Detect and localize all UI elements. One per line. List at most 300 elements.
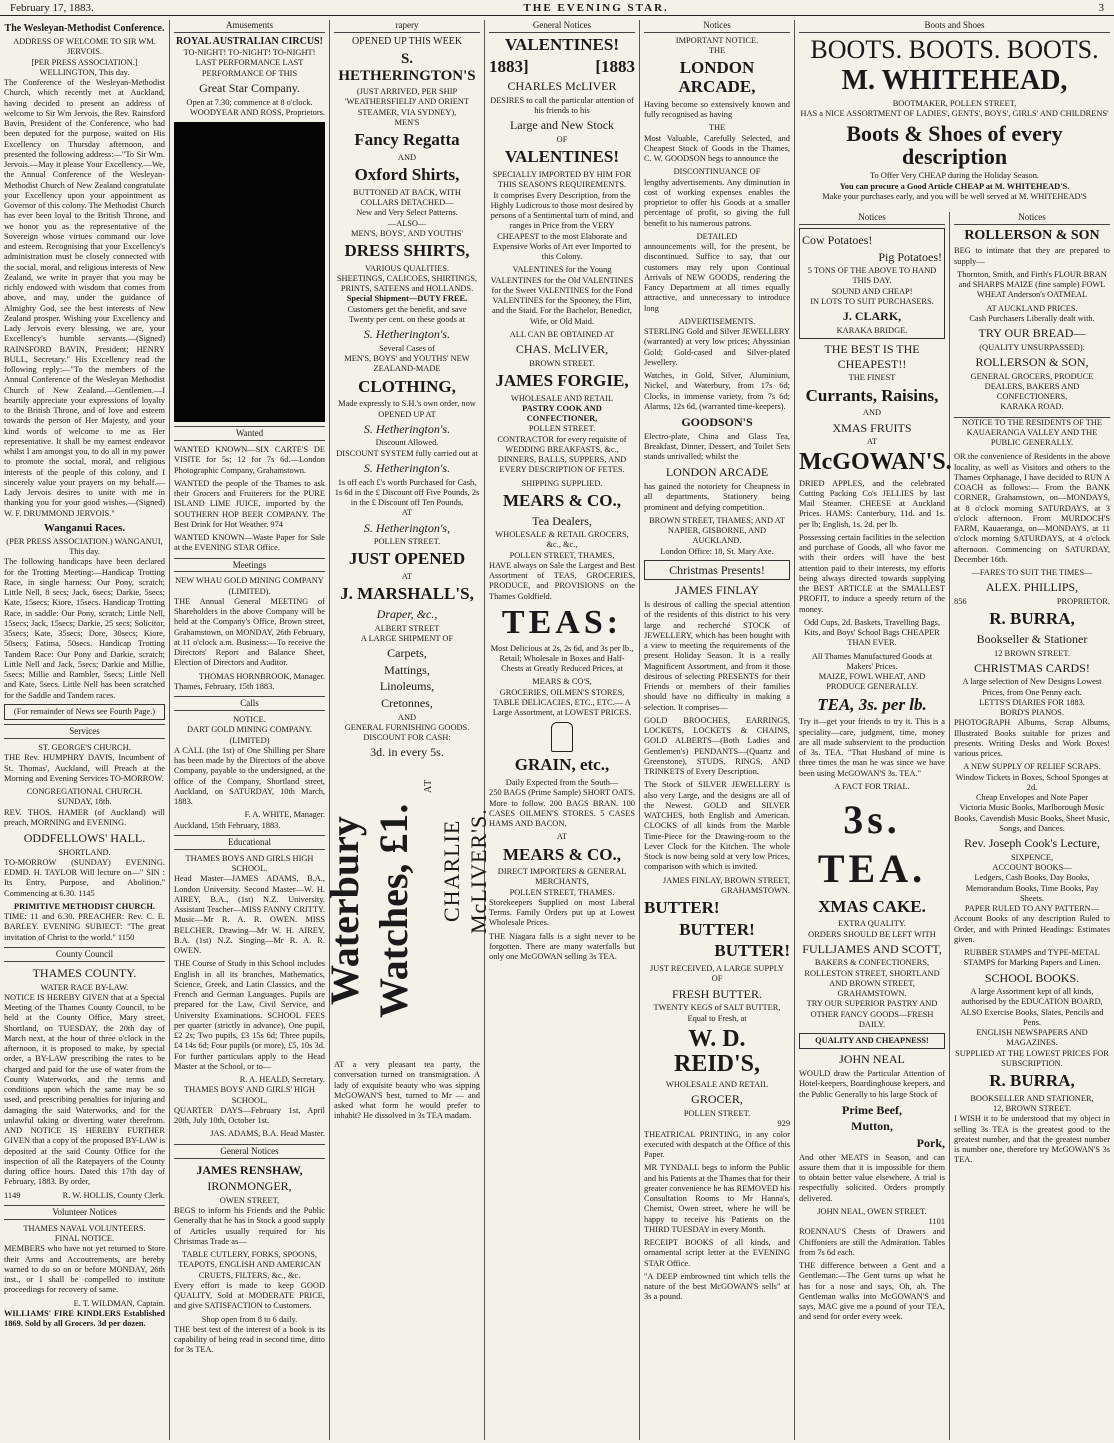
school-books-notice: A large Assortment kept of all kinds, authorised by the EDUCATION BOARD, ALSO Exercise Books, Slates, Pencils and Pens. xyxy=(960,987,1104,1027)
at-label-4: AT xyxy=(866,437,878,447)
auckland-prices: AT AUCKLAND PRICES. xyxy=(986,303,1078,313)
reid-name: W. D. REID'S, xyxy=(673,1025,761,1077)
neal-signature: JOHN NEAL, OWEN STREET. xyxy=(817,1206,927,1216)
educational-heading: Educational xyxy=(174,835,325,850)
waterbury-at: AT xyxy=(422,778,434,794)
notice-title: NOTICE. xyxy=(233,715,266,725)
county-subtitle: WATER RACE BY-LAW. xyxy=(40,982,129,992)
renshaw-trade: IRONMONGER, xyxy=(207,1179,292,1194)
try-bread: TRY OUR BREAD— xyxy=(978,326,1086,341)
fresh-butter: FRESH BUTTER. xyxy=(671,986,762,1001)
wesleyan-source: [PER PRESS ASSOCIATION.] WELLINGTON, This day. xyxy=(31,57,138,77)
oddfellows-title: ODDFELLOWS' HALL. xyxy=(23,831,146,846)
thames-goods: All Thames Manufactured Goods at Makers' Prices. xyxy=(811,651,933,671)
stgeorge-title: ST. GEORGE'S CHURCH. xyxy=(38,743,131,753)
relief-scraps: A NEW SUPPLY OF RELIEF SCRAPS. xyxy=(963,762,1101,772)
school-course: THE Course of Study in this School includes English in all its branches, Mathematics, Science, Greek, and Latin Classics, and the French and German Languages. Pupils are prepared for the Law, Civil Service, and University Examinations. SCHOOL FEES per quarter (strictly in advance), One pupil, £2 2s; Two pupils, £3 15s 6d; Three pupils, £4 14s 6d; Four pupils (or more), £5, 10s 3d. For further particulars apply to the Head Master at the School, or to— xyxy=(174,959,325,1071)
county-notice: NOTICE IS HEREBY GIVEN that at a Special Meeting of the Thames County Council, to be held at the County Office, Mary street, Shortland, on TUESDAY, the 20th day of March next, at the hour of three o'clock in the afternoon, it is proposed to make, by special order, a BY-LAW prescribing the rates to be charged and paid for the use of water from the County Waterworks, and the terms and conditions upon which the same may be so used, and prescribing penalties for injuring and damaging the said Waterworks, and for the unlawful taking or diverting water therefrom. AND NOTICE IS HEREBY FURTHER GIVEN that a copy of the proposed BY-LAW is deposited at the said County Office for the inspection of all the Ratepayers of the County during office hours. Dated this 17th day of February, 1883. By order, xyxy=(4,992,165,1187)
circus-performance: LAST PERFORMANCE LAST PERFORMANCE OF THIS xyxy=(195,58,304,78)
announcements: announcements will, for the present, be discontinued. Suffice to say, that our customers may rely upon Continual Arrivals of NEW GOODS, rendering the Fancy Department at all times equally attractive, and unnecessary to introduce long xyxy=(644,242,790,313)
special-shipment: Special Shipment—DUTY FREE. xyxy=(346,294,468,304)
dart-signature: F. A. WHITE, Manager. xyxy=(244,810,325,820)
tyndall-notice: MR TYNDALL begs to inform the Public and his Patients at the Thames that for their greater convenience he has REMOVED his Consultation Rooms to Mr Hanna's, Chemist, Owen street, where he will be happy to receive his Patients on the THIRD TUESDAY in every Month. xyxy=(644,1163,790,1234)
whitehead-name: M. WHITEHEAD, xyxy=(841,65,1068,97)
mears-grocers: WHOLESALE & RETAIL GROCERS, &c., &c., xyxy=(495,530,629,550)
hetherington-3: S. Hetherington's. xyxy=(363,421,451,436)
finlay-notice: Is desirous of calling the special attention of the residents of this district to his very large and recherché STOCK of JEWELLERY, which has been bought with a view to meeting the requirements of the present Holiday Season. It is a really Magnificent Assortment, and from it those desirous of selecting PRESENTS for their Friends or members of their families should have no difficulty in making a selection. It comprises— xyxy=(644,600,790,712)
sixpence: SIXPENCE, xyxy=(1010,852,1054,862)
general-notices-heading: General Notices xyxy=(174,1144,325,1159)
mens-label: MEN'S xyxy=(394,117,420,127)
paper-title: THE EVENING STAR. xyxy=(523,1,669,14)
calls-heading: Calls xyxy=(174,696,325,711)
pork: Pork, xyxy=(916,1136,945,1151)
column-amusements xyxy=(170,20,330,1440)
xmas-fruits: XMAS FRUITS xyxy=(832,420,912,435)
fares: —FARES TO SUIT THE TIMES— xyxy=(971,568,1093,578)
neal-notice: WOULD draw the Particular Attention of Hotel-keepers, Boardinghouse keepers, and the Public Generally to his large Stock of xyxy=(799,1069,945,1099)
sterling: STERLING Gold and Silver JEWELLERY (warranted) at very low prices; Abyssinian Gold; Gold-cased and Silver-plated Jewellery. xyxy=(644,327,790,367)
butter-3: BUTTER! xyxy=(714,941,790,961)
possessing: Possessing certain facilities in the selection and purchase of Goods, all who favor me with their orders will have the best attention paid to their interests, my efforts being always directed towards supplying the BEST ARTICLE at the SMALLEST PROFIT, to induce a speedy return of the money. xyxy=(799,532,945,614)
superior-pastry: TRY OUR SUPERIOR PASTRY AND OTHER FANCY GOODS—FRESH DAILY. xyxy=(806,999,938,1029)
remainder-note: (For remainder of News see Fourth Page.) xyxy=(4,704,165,720)
cow-potatoes: Cow Potatoes! xyxy=(802,232,873,247)
music-books: Victoria Music Books, Marlborough Music Books, Cavendish Music Books, Sheet Music, Songs, and Dances. xyxy=(954,803,1110,833)
storekeepers: Storekeepers Supplied on most Liberal Terms. Family Orders put up at Lowest Wholesale Prices. xyxy=(489,897,635,928)
oddfellows-notice: TO-MORROW (SUNDAY) EVENING. EDMD. H. TAYLOR Will lecture on—" SIN : Its Entry, Purpose, and Abolition." Commencing at 6.30. 1145 xyxy=(4,857,165,898)
circus-title: ROYAL AUSTRALIAN CIRCUS! xyxy=(176,35,323,47)
whau-title: NEW WHAU GOLD MINING COMPANY (LIMITED). xyxy=(175,576,324,596)
renshaw-items: TABLE CUTLERY, FORKS, SPOONS, TEAPOTS, ENGLISH AND AMERICAN CRUETS, FILTERS, &c., &c. xyxy=(178,1250,321,1280)
column-notices xyxy=(640,20,795,1440)
xmas-cake: XMAS CAKE. xyxy=(818,896,926,916)
whitehead-assortment: HAS a NICE ASSORTMENT OF LADIES', GENTS', BOYS', GIRLS' AND CHILDRENS' xyxy=(800,108,1109,118)
col3-bottom-note: AT a very pleasant tea party, the conversation turned on transmigration. A lady of exquisite beauty who was sipping McGOWAN'S best, turned to Mr — and asked what form he would prefer to inhabit? He dissolved in 3s TEA madam. xyxy=(334,1060,480,1121)
extra-quality: EXTRA QUALITY. xyxy=(838,919,906,929)
services-heading: Services xyxy=(4,724,165,739)
mens-boys-label: MEN'S, BOYS', AND YOUTHS' xyxy=(351,228,463,238)
flour-list: Thornton, Smith, and Firth's FLOUR BRAN and SHARPS MAIZE (fine sample) FOWL WHEAT Anderson's OATMEAL xyxy=(957,269,1107,300)
london-arcade-2: LONDON ARCADE xyxy=(665,465,769,480)
dart-title: DART GOLD MINING COMPANY. (LIMITED) xyxy=(187,725,312,745)
and-label-2: AND xyxy=(397,712,417,722)
butter-1: BUTTER! xyxy=(644,898,720,918)
renshaw-address: OWEN STREET, xyxy=(219,1195,280,1205)
burra-name: R. BURRA, xyxy=(989,609,1075,629)
made-expressly: Made expressly to S.H.'s own order, now OPENED UP AT xyxy=(338,399,476,419)
teas-prices: Most Delicious at 2s, 2s 6d, and 3s per lb., Retail; Wholesale in Boxes and Half-Chests at Greatly Reduced Prices, at xyxy=(490,643,634,674)
congregational-date: SUNDAY, 18th. xyxy=(57,797,112,807)
odd-cups: Odd Cups, 2d. Baskets, Travelling Bags, Kits, and Boys' School Bags CHEAPER THAN EVER. xyxy=(803,617,941,648)
electro-plate: Electro-plate, China and Glass Tea, Breakfast, Dinner, Dessert, and Toilet Sets stands unrivalled; whilst the xyxy=(644,431,790,462)
bakers: BAKERS & CONFECTIONERS, xyxy=(814,958,930,968)
wanted-heading: Wanted xyxy=(174,426,325,441)
mears-cos: MEARS & CO'S, xyxy=(532,677,592,687)
redacted-block xyxy=(174,122,325,422)
issue-date: February 17, 1883. xyxy=(10,1,94,14)
burra-address-2: 12, BROWN STREET. xyxy=(992,1104,1071,1114)
williams-kindlers-ad: WILLIAMS' FIRE KINDLERS Established 1869. Sold by all Grocers. 3d per dozen. xyxy=(4,1308,165,1328)
col4-bottom-note: THE Niagara falls is a sight never to be forgotten. There are many waterfalls but only one McGOWAN selling 3s TEA. xyxy=(489,931,635,962)
valentines-list: VALENTINES for the Young VALENTINES for the Old VALENTINES for the Sweet VALENTINES for the Fond VALENTINES for the Spooney, the Flirt, and the Staid. For the Bachelor, Benedict, Wife, or Old Maid. xyxy=(490,265,634,326)
waterbury-watches: Waterbury Watches, £1. xyxy=(322,803,417,1019)
rollerson-notice: BEG to intimate that they are prepared to supply— xyxy=(954,246,1110,266)
of-label: OF xyxy=(556,135,568,145)
renshaw-name: JAMES RENSHAW, xyxy=(196,1162,303,1177)
general-furnishing: GENERAL FURNISHING GOODS. xyxy=(344,722,470,732)
carpets: Carpets, xyxy=(387,646,427,661)
london-office: London Office: 18, St. Mary Axe. xyxy=(660,546,774,556)
rollerson-son-2: ROLLERSON & SON, xyxy=(975,354,1089,369)
mears-notice: HAVE always on Sale the Largest and Best Assortment of TEAS, GROCERIES, PRODUCE, and PROVISIONS on the Thames Goldfield. xyxy=(489,560,635,601)
important-notice: IMPORTANT NOTICE. xyxy=(675,35,759,45)
fulljames-scott: FULLJAMES AND SCOTT, xyxy=(802,941,942,956)
rubber-stamps: RUBBER STAMPS and TYPE-METAL STAMPS for Marking Papers and Linen. xyxy=(963,948,1101,968)
maize: MAIZE, FOWL WHEAT, AND PRODUCE GENERALLY. xyxy=(818,672,926,692)
joseph-cook: Rev. Joseph Cook's Lecture, xyxy=(964,836,1100,851)
dart-notice: A CALL (the 1st) of One Shilling per Share has been made by the Directors of the above Company, payable to the undersigned, at the office of the Company, Shortland street, Auckland, on SATURDAY, 10th March, 1883. xyxy=(174,745,325,807)
mutton: Mutton, xyxy=(851,1119,893,1134)
school-title: THAMES BOYS AND GIRLS HIGH SCHOOL. xyxy=(185,853,314,874)
pointing-hand-icon xyxy=(551,722,573,752)
col7-bottom-note: I WISH it to be understood that my object in selling 3s TEA is the greatest good to the greatest number, and that the greatest number is number one, therefore try McGOWAN'S 3s TEA. xyxy=(954,1114,1110,1165)
year-right: [1883 xyxy=(595,56,635,76)
col5-bottom-note: "A DEEP embrowned tint which tells the nature of the best McGOWAN'S sells" at 3s a pound. xyxy=(644,1271,790,1302)
unsurpassed: (QUALITY UNSURPASSED). xyxy=(979,342,1085,352)
county-number: 1149 xyxy=(4,1190,21,1200)
reid-number: 929 xyxy=(777,1119,790,1129)
teas-banner: TEAS: xyxy=(501,603,623,641)
specially-imported: SPECIALLY IMPORTED BY HIM FOR THIS SEASON'S REQUIREMENTS. xyxy=(492,170,632,190)
congregational-title: CONGREGATIONAL CHURCH. xyxy=(26,787,143,797)
circus-company: Great Star Company. xyxy=(199,80,300,95)
burra-bookseller-2: BOOKSELLER AND STATIONER, xyxy=(970,1093,1094,1103)
forgie-contractor: CONTRACTOR for every requisite of WEDDING BREAKFASTS, &c., DINNERS, BALLS, SUPPERS, AND EVERY DESCRIPTION OF FETES. xyxy=(497,434,627,475)
discount-allowed: Discount Allowed. xyxy=(375,438,439,448)
having-become: Having become so extensively known and fully recognised as having xyxy=(644,99,790,120)
circus-times: Open at 7.30; commence at 8 o'clock. xyxy=(186,97,313,107)
mcliver-name: CHARLES McLIVER xyxy=(507,79,617,94)
stgeorge-notice: THE Rev. HUMPHRY DAVIS, Incumbent of St. Thomas', Auckland, will Preach at the Morning and Evening Services TO-MORROW. xyxy=(4,753,165,783)
english-newspapers: ENGLISH NEWSPAPERS AND MAGAZINES. xyxy=(976,1028,1088,1048)
albert-street: ALBERT STREET xyxy=(374,623,440,633)
mears-address-2: POLLEN STREET, THAMES. xyxy=(509,887,615,897)
mcliver-desires: DESIRES to call the particular attention of his friends to his xyxy=(490,95,634,116)
boots-heading: Boots and Shoes xyxy=(799,20,1110,33)
whitehead-procure: You can procure a Good Article CHEAP at M. WHITEHEAD'S. xyxy=(839,181,1070,191)
finlay-signature: JAMES FINLAY, BROWN STREET, GRAHAMSTOWN. xyxy=(662,875,790,895)
masthead xyxy=(0,0,1114,16)
school-staff: Head Master—JAMES ADAMS, B.A., London University. Second Master—W. H. AIREY, B.A., (1st) N.Z. University. Assistant Teacher—MISS FANNY CRITTY. Music—Mr R. A. R. OWEN. MISS BELCHER. Drawing—Mr W. H. AIREY, B.A. (1st) N.Z. Singing—Mr R. A. R. OWEN. xyxy=(174,874,325,956)
currants-raisins: Currants, Raisins, xyxy=(805,385,939,405)
brown-street: BROWN STREET. xyxy=(529,358,595,368)
mattings: Mattings, xyxy=(384,662,430,677)
chas-mcliver: CHAS. McLIVER, xyxy=(515,342,609,357)
fancy-regatta: Fancy Regatta xyxy=(354,130,460,150)
dried-apples: DRIED APPLES, and the celebrated Cutting Packing Co's JELLIES by last Mail Steamer. CHEESE at Auckland Prices. HAMS: Canterbury, 11d. and 1s. per lb; English, 1s. 2d. per lb. xyxy=(799,478,945,529)
neal-number: 1101 xyxy=(928,1217,945,1227)
congregational-notice: REV. THOS. HAMER (of Auckland) will preach, MORNING and EVENING. xyxy=(4,807,165,827)
mears-tea-dealers: Tea Dealers, xyxy=(532,513,592,528)
photograph-albums: PHOTOGRAPH Albums, Scrap Albums, Illustrated Books suitable for prizes and presents. Writing Desks and Work Boxes! various prices. xyxy=(954,718,1110,759)
burra-name-2: R. BURRA, xyxy=(989,1071,1075,1091)
the-finest: THE FINEST xyxy=(848,373,896,383)
new-patterns: New and Very Select Patterns. xyxy=(356,208,458,218)
tea-3s: TEA, 3s. per lb. xyxy=(817,694,927,714)
hetherington-5: S. Hetherington's, xyxy=(363,520,451,535)
rollerson-general: GENERAL GROCERS, PRODUCE DEALERS, BAKERS AND CONFECTIONERS, xyxy=(970,371,1094,402)
renshaw-notice: BEGS to inform his Friends and the Public Generally that he has in Stock a good supply of Articles usually required for his Christmas Trade as— xyxy=(174,1206,325,1246)
hetherington-title: S. HETHERINGTON'S xyxy=(338,51,476,84)
mears-address: POLLEN STREET, THAMES, xyxy=(509,550,615,560)
cash-purchasers: Cash Purchasers Liberally dealt with. xyxy=(969,313,1095,323)
grain-list: 250 BAGS (Prime Sample) SHORT OATS. More to follow. 200 BAGS BRAN. 100 CASES OILMEN'S STORES. 5 CASES HAMS AND BACON, xyxy=(489,788,635,829)
at-label-2: AT xyxy=(401,572,413,582)
county-title: THAMES COUNTY. xyxy=(32,965,137,980)
column-general-notices xyxy=(485,20,640,1440)
hetherington-4: S. Hetherington's. xyxy=(363,460,451,475)
receipt-books: RECEIPT BOOKS of all kinds, and ornamental script letter at the EVENING STAR Office. xyxy=(644,1238,790,1268)
supplied: SUPPLIED AT THE LOWEST PRICES FOR SUBSCRIPTION. xyxy=(955,1048,1109,1068)
wanganui-headline: Wanganui Races. xyxy=(43,521,126,534)
valentines-banner: VALENTINES! xyxy=(504,34,619,54)
primitive-notice: TIME: 11 and 6.30. PREACHER: Rev. C. E. BARLEY. EVENING SUBJECT: "The great invitation of Christ to the world." 1150 xyxy=(4,912,165,942)
page-number: 3 xyxy=(1098,1,1104,14)
whau-signature: THOMAS HORNBROOK, Manager. xyxy=(198,671,325,681)
discount-rate: 3d. in every 5s. xyxy=(370,745,444,760)
whitehead-make: Make your purchases early, and you will be well served at M. WHITEHEAD'S xyxy=(822,191,1087,201)
volunteer-heading: Volunteer Notices xyxy=(4,1205,165,1220)
twenty-kegs: TWENTY KEGS of SALT BUTTER, Equal to Fresh, at xyxy=(653,1003,781,1023)
draper: Draper, &c., xyxy=(376,607,438,622)
renshaw-quality: Every effort is made to keep GOOD QUALITY, Sold at MODERATE PRICE, and give SATISFACTION to Customers. xyxy=(174,1280,325,1311)
naval-title: THAMES NAVAL VOLUNTEERS. xyxy=(23,1223,146,1233)
buttoned-desc: BUTTONED AT BACK, WITH COLLARS DETACHED— xyxy=(353,187,461,208)
kauaeranga-title: NOTICE TO THE RESIDENTS OF THE KAUAERANGA VALLEY AND THE PUBLIC GENERALLY. xyxy=(954,417,1110,449)
notoriety: has gained the notoriety for Cheapness in all departments, Stationery being prominent and defying competition. xyxy=(644,482,790,512)
customers-save: Customers get the benefit, and save Twenty per cent. on these goods at xyxy=(347,304,467,324)
forgie-pastry: PASTRY COOK AND CONFECTIONER, xyxy=(522,403,602,424)
london-arcade: LONDON ARCADE, xyxy=(678,58,756,97)
burra-address: 12 BROWN STREET. xyxy=(994,648,1070,658)
sound-cheap: SOUND AND CHEAP! xyxy=(831,286,913,296)
quality-cheapness: QUALITY AND CHEAPNESS! xyxy=(799,1033,945,1049)
amusements-heading: Amusements xyxy=(174,20,325,33)
quarter-title: THAMES BOYS' AND GIRLS' HIGH SCHOOL. xyxy=(184,1085,315,1105)
sheetings: SHEETINGS, CALICOES, SHIRTINGS, PRINTS, SATEENS and HOLLANDS. xyxy=(336,273,478,294)
notices-heading-2: Notices xyxy=(799,212,945,225)
phillips-proprietor: PROPRIETOR. xyxy=(1056,596,1110,606)
christmas-presents: Christmas Presents! xyxy=(644,560,790,581)
finlay-name: JAMES FINLAY xyxy=(675,583,759,598)
most-valuable: Most Valuable, Carefully Selected, and Cheapest Stock of Goods in the Thames, C. W. GOODSON begs to announce the xyxy=(644,133,790,164)
valentines-2: VALENTINES! xyxy=(504,147,619,167)
drapery-heading: rapery xyxy=(334,20,480,33)
nz-made: MEN'S, BOYS' and YOUTHS' NEW ZEALAND-MADE xyxy=(344,354,470,374)
detailed: DETAILED xyxy=(696,231,738,241)
boots-banner: BOOTS. BOOTS. BOOTS. xyxy=(810,34,1099,64)
large-new-stock: Large and New Stock xyxy=(509,118,615,133)
circus-proprietors: WOODYEAR AND ROSS, Proprietors. xyxy=(189,107,325,117)
col2-bottom-note: THE best test of the interest of a book is its capability of being read in second time, ditto for 3s TEA. xyxy=(174,1324,325,1355)
at-label-3: AT xyxy=(556,832,568,842)
dart-date: Auckland, 15th February, 1883. xyxy=(174,820,281,830)
several-cases: Several Cases of xyxy=(379,343,435,353)
column-news xyxy=(0,20,170,1440)
col6-bottom-note: THE difference between a Gent and a Gentleman:—The Gent turns up what he has for a nose and says, Oh, ah. The Gentleman walks into McGOWAN'S and says, MAC give me a pound of your TEA, and send for order every week. xyxy=(799,1261,945,1322)
just-received: JUST RECEIVED, A LARGE SUPPLY OF xyxy=(649,964,785,984)
five-tons: 5 TONS OF THE ABOVE TO HAND THIS DAY. xyxy=(807,266,937,286)
karaka-bridge: KARAKA BRIDGE. xyxy=(836,325,908,335)
obtained-at: ALL CAN BE OBTAINED AT xyxy=(509,329,615,339)
column-notices-2 xyxy=(795,212,950,1440)
and-label-4: AND xyxy=(862,408,882,418)
arcade-address: BROWN STREET, THAMES; AND AT NAPIER, GISBORNE, AND AUCKLAND. xyxy=(649,515,785,546)
reid-wholesale: WHOLESALE AND RETAIL xyxy=(665,1080,769,1090)
linoleums: Linoleums, xyxy=(379,679,435,694)
best-cheapest: THE BEST IS THE CHEAPEST!! xyxy=(824,342,920,371)
hetherington-2: S. Hetherington's. xyxy=(363,327,451,342)
clark-name: J. CLARK, xyxy=(842,309,902,324)
various-qualities: VARIOUS QUALITIES. xyxy=(364,263,450,273)
wesleyan-headline: The Wesleyan-Methodist Conference. xyxy=(4,23,165,34)
hetherington-arrival: (JUST ARRIVED, PER SHIP 'WEATHERSFIELD' AND ORIENT STEAMER, VIA SYDNEY), xyxy=(345,87,469,117)
rolleston: ROLLESTON STREET, SHORTLAND AND BROWN STREET, GRAHAMSTOWN. xyxy=(804,968,940,999)
pollen-street: POLLEN STREET. xyxy=(373,537,441,547)
whitehead-offer: To Offer Very CHEAP during the Holiday Season. xyxy=(869,171,1040,181)
watches: Watches, in Gold, Silver, Aluminium, Nickel, and Waterbury, from 17s 6d; Clocks, in immense variety, from 7s 6d; Alarms, 12s 6d, (warranted time-keepers). xyxy=(644,371,790,411)
naval-signature: E. T. WILDMAN, Captain. xyxy=(73,1298,165,1308)
discount-system: DISCOUNT SYSTEM fully carried out at xyxy=(336,448,478,458)
wanted-photos: WANTED KNOWN—SIX CARTE'S DE VISITE for 5s; 12 for 7s 6d.—London Photographic Company, Grahamstown. xyxy=(174,445,325,475)
discount-terms: 1s off each £'s worth Purchased for Cash, 1s 6d in the £ Discount off Five Pounds, 2s in the £ Discount off Ten Pounds, xyxy=(334,477,480,508)
meetings-heading: Meetings xyxy=(174,558,325,573)
ruled-notice: Account Books of any description Ruled to Order, and with Printed Headings: Estimates given. xyxy=(954,914,1110,944)
envelopes: Cheap Envelopes and Note Paper xyxy=(975,793,1089,803)
discount-cash: DISCOUNT FOR CASH: xyxy=(363,733,451,743)
christmas-cards: CHRISTMAS CARDS! xyxy=(974,660,1090,675)
whau-notice: THE Annual General MEETING of Shareholders in the above Company will be held at the Company's Office, Brown street, Grahamstown, on MONDAY, 26th February, at 11 o'clock a.m. Business:—To receive the Directors' Report and Balance Sheet, Election of Directors and Auditor. xyxy=(174,596,325,668)
column-notices-3 xyxy=(950,212,1114,1440)
and-label: AND xyxy=(397,152,417,162)
wanganui-article: The following handicaps have been declared for the Trotting Meeting:—Handicap Trotting Race, in single harness: Our Pony, scratch; Little Nell, 8 secs; Jack, 6secs; Darkie, 5secs; Kate, 15secs; Kiore, 15secs. Handicap Trotting Race, in saddle: Our Pony, scratch; Little Nell, 15secs; Jack, 15secs; Darkie, 25 secs; Solicitor, 35secs; Kate, 35secs; Dore, 30secs; Kiore, 50secs; Fatima, 50secs. Handicap Trotting Tandem Race: Our Pony and Darkie, scratch; Little Nell and Jack, 5secs; Darkie and Millie, 5secs; Millie and Rambler, 5secs; Little Nell and Kate, 5secs. Little Nell has been scratched for the Saddle and Tandem races. xyxy=(4,557,165,700)
dress-shirts: DRESS SHIRTS, xyxy=(344,241,470,261)
account-books: ACCOUNT BOOKS— xyxy=(992,863,1072,873)
naval-notice: MEMBERS who have not yet returned to Store their Arms and Accoutrements, are hereby warned to do so on or before MONDAY, 26th inst., or I shall be compelled to institute proceedings for recovery of same. xyxy=(4,1244,165,1295)
school-signature: R. A. HEALD, Secretary. xyxy=(239,1075,325,1085)
the-label-2: THE xyxy=(708,123,726,133)
wesleyan-subheadline: ADDRESS OF WELCOME TO SIR WM. JERVOIS. xyxy=(13,37,156,57)
cards-selection: A large selection of New Designs Lowest Prices, from One Penny each. xyxy=(962,677,1102,697)
just-opened: JUST OPENED xyxy=(348,549,466,569)
quarter-signature: JAS. ADAMS, B.A. Head Master. xyxy=(210,1129,325,1139)
waterbury-ad xyxy=(322,762,491,1060)
cretonnes: Cretonnes, xyxy=(381,696,433,711)
opened-up: OPENED UP THIS WEEK xyxy=(351,35,463,47)
butter-2: BUTTER! xyxy=(679,919,755,939)
finlay-stock: The Stock of SILVER JEWELLERY is also very Large, and the designs are all of the Newest. GOLD and SILVER WATCHES, both English and American. CLOCKS of all kinds from the Marble Time-Piece for the Drawing-room to the Lever Clock for the Kitchen. The whole Stock is now being sold at very low Prices, comparison with which is invited. xyxy=(644,780,790,872)
window-tickets: Window Tickets in Boxes, School Sponges at 2d. xyxy=(955,772,1109,792)
bords-pianos: BORD'S PIANOS. xyxy=(1000,708,1064,718)
clothing: CLOTHING, xyxy=(358,376,456,396)
orders-left: ORDERS SHOULD BE LEFT WITH xyxy=(808,929,936,939)
in-lots: IN LOTS TO SUIT PURCHASERS. xyxy=(810,296,934,306)
ledgers: Ledgers, Cash Books, Day Books, Memorandum Books, Time Books, Pay Sheets. xyxy=(965,873,1099,903)
wanted-waste-paper: WANTED KNOWN—Waste Paper for Sale at the EVENING STAR Office. xyxy=(174,533,325,553)
notices-heading: Notices xyxy=(644,20,790,33)
the-label: THE xyxy=(708,46,726,56)
roennau: ROENNAU'S Chests of Drawers and Chiffoniers are still the Admiration. Tables from 7s 6d each. xyxy=(799,1227,945,1257)
also-label: —ALSO— xyxy=(387,218,427,228)
quarter-days: QUARTER DAYS—February 1st, April 20th, July 10th, October 1st. xyxy=(174,1105,325,1126)
phillips-number: 856 xyxy=(954,596,967,606)
3s-tea-banner: 3s. TEA. xyxy=(817,797,927,891)
theatrical-printing: THEATRICAL PRINTING, in any color executed with despatch at the Office of this Paper. xyxy=(644,1129,790,1160)
mears-direct: DIRECT IMPORTERS & GENERAL MERCHANTS, xyxy=(497,867,627,887)
burra-bookseller: Bookseller & Stationer xyxy=(976,631,1088,646)
marshall-name: J. MARSHALL'S, xyxy=(340,584,474,604)
large-shipment: A LARGE SHIPMENT OF xyxy=(360,633,454,643)
charlie-mcliver: CHARLIE McLIVER'S. xyxy=(439,808,491,934)
neal-meats: And other MEATS in Season, and can assure them that it is impossible for them to obtain better value elsewhere. A trial is respectfully solicited. Orders promptly delivered. xyxy=(799,1152,945,1203)
mears-name: MEARS & CO., xyxy=(502,490,622,510)
john-neal: JOHN NEAL xyxy=(839,1052,905,1067)
notices-heading-3: Notices xyxy=(954,212,1110,225)
forgie-name: JAMES FORGIE, xyxy=(495,370,629,390)
letts-diaries: LETTS'S DIARIES FOR 1883. xyxy=(979,697,1085,707)
rollerson-son: ROLLERSON & SON xyxy=(964,227,1100,243)
valentines-comprises: It comprises Every Description, from the Highly Ludicrous to those most desired by persons of a Sentimental turn of mind, and ranges in Price from the VERY CHEAPEST to the most Elaborate and Expensive Works of Art ever Imported to this Colony. xyxy=(490,190,634,262)
wanganui-source: (PER PRESS ASSOCIATION.) WANGANUI, This day. xyxy=(6,536,163,557)
wanted-lime-juice: WANTED the people of the Thames to ask their Grocers and Fruiterers for the PURE ISLAND LIME JUICE, imported by the SOUTHERN HOP BEER COMPANY. The Best Drink for Hot Weather. 974 xyxy=(174,478,325,529)
at-label: AT xyxy=(401,508,413,518)
grain-title: GRAIN, etc., xyxy=(514,755,610,775)
kauaeranga-notice: OR the convenience of Residents in the above locality, as well as Visitors and others to the Thames Orphanage, I have decided to RUN A COACH as follows:— From the BANK CORNER, Grahamstown, on—MONDAYS, at 8 o'clock morning SATURDAYS, at 3 o'clock afternoon. From MURDOCH'S FARM, Kauaeranga, on—MONDAYS, at 11 o'clock morning SATURDAYS, at 4 o'clock afternoon. Commencing on SATURDAY, December 16th. xyxy=(954,452,1110,564)
mears-name-2: MEARS & CO., xyxy=(502,844,622,864)
advertisements: ADVERTISEMENTS. xyxy=(678,316,756,326)
alex-phillips: ALEX. PHILLIPS, xyxy=(985,580,1079,595)
forgie-address: POLLEN STREET. xyxy=(528,424,596,434)
whitehead-trade: BOOTMAKER, POLLEN STREET, xyxy=(892,98,1017,108)
whitehead-description: Boots & Shoes of every description xyxy=(846,121,1063,170)
circus-tonight: TO-NIGHT! TO-NIGHT! TO-NIGHT! xyxy=(183,48,316,58)
primitive-title: PRIMITIVE METHODIST CHURCH. xyxy=(13,901,156,911)
whau-date: Thames, February, 15th 1883. xyxy=(174,681,275,691)
general-notices-heading-2: General Notices xyxy=(489,20,635,33)
county-heading: County Council xyxy=(4,947,165,962)
goodsons: GOODSON'S xyxy=(681,415,753,430)
try-it: Try it—get your friends to try it. This is a speciality—care, judgment, time, money are all made subservient to the production of 3s. TEA. "That Husband of mine is three times the man he was since we have been using McGOWAN'S 3s. TEA." xyxy=(799,717,945,778)
year-left: 1883] xyxy=(489,56,529,76)
wesleyan-article: The Conference of the Wesleyan-Methodist Church, which recently met at Auckland, having decided to present an address of welcome to Sir Wm Jervois, the Rev. Rainsford Bavin, President of the Conference, who had been deputed for the purpose, waited on His Excellency on Thursday afternoon, and presented the following address:—"To Sir Wm. Jervois.—May it please Your Excellency.—We, the Annual Conference of the Wesleyan-Methodist Church of New Zealand congratulate your Excellency upon your appointment as Governor of this colony. The Methodist Church has ever been loyal to the British Throne, and we honor you as the representative of the Sovereign whose virtues command our love and esteem. Recognising that your Excellency's administration must be closely connected with the social, moral, and religious interests of New Zealand, we write in prayer that you may be richly endowed with wisdom that comes from above, and may, under the guidance of Almighty God, see the best interests of New Zealand prosper. Wishing your Excellency and Lady Jervois every blessing, we are, your Excellency's humble servants.—(Signed) RAINSFORD BAVIN, President; HENRY BULL, Secretary." His Excellency read the following reply:—"To the members of the Annual Conference of the Wesleyan Methodist Church of New Zealand.—Gentlemen.—I heartily appreciate your expressions of loyalty to the British Throne, and of love and esteem towards the person of Her Majesty, and your kind words of welcome to me as Her representative. It shall be my earnest endeavor whilst I am amongst you, to do all in my power to promote the social, moral, and religious interests of the people of this colony, and I sincerely value your prayers on my behalf.—Lady Jervois desires to unite with me in thanking you for your good wishes.—(Signed) W. F. DRUMMOND JERVOIS." xyxy=(4,78,165,518)
column-drapery xyxy=(322,20,491,1440)
grain-expected: Daily Expected from the South— xyxy=(505,778,619,788)
groceries: GROCERIES, OILMEN'S STORES, TABLE DELICACIES, ETC., ETC.— A Large Assortment, at LOWEST PRICES. xyxy=(492,687,632,718)
finlay-items: GOLD BROOCHES, EARRINGS, LOCKETS, LOCKETS & CHAINS, GOLD ALBERTS—(Both Ladies and Gentlemen's) PENDANTS—(Quartz and Greenstone), STUDS, RINGS, AND TRINKETS of Every Description. xyxy=(644,715,790,777)
forgie-wholesale: WHOLESALE AND RETAIL xyxy=(510,393,614,403)
naval-subtitle: FINAL NOTICE. xyxy=(54,1234,115,1243)
discontinuance: DISCONTINUANCE OF xyxy=(673,167,761,177)
paper-ruled: PAPER RULED TO ANY PATTERN— xyxy=(964,904,1100,914)
forgie-shipping: SHIPPING SUPPLIED. xyxy=(521,478,603,488)
boots-and-shoes-ad xyxy=(795,20,1114,230)
reid-address: POLLEN STREET. xyxy=(683,1109,751,1119)
reid-grocer: GROCER, xyxy=(691,1092,743,1107)
oxford-shirts: Oxford Shirts, xyxy=(354,165,460,185)
pig-potatoes: Pig Potatoes! xyxy=(878,249,942,264)
prime-beef: Prime Beef, xyxy=(842,1102,902,1117)
